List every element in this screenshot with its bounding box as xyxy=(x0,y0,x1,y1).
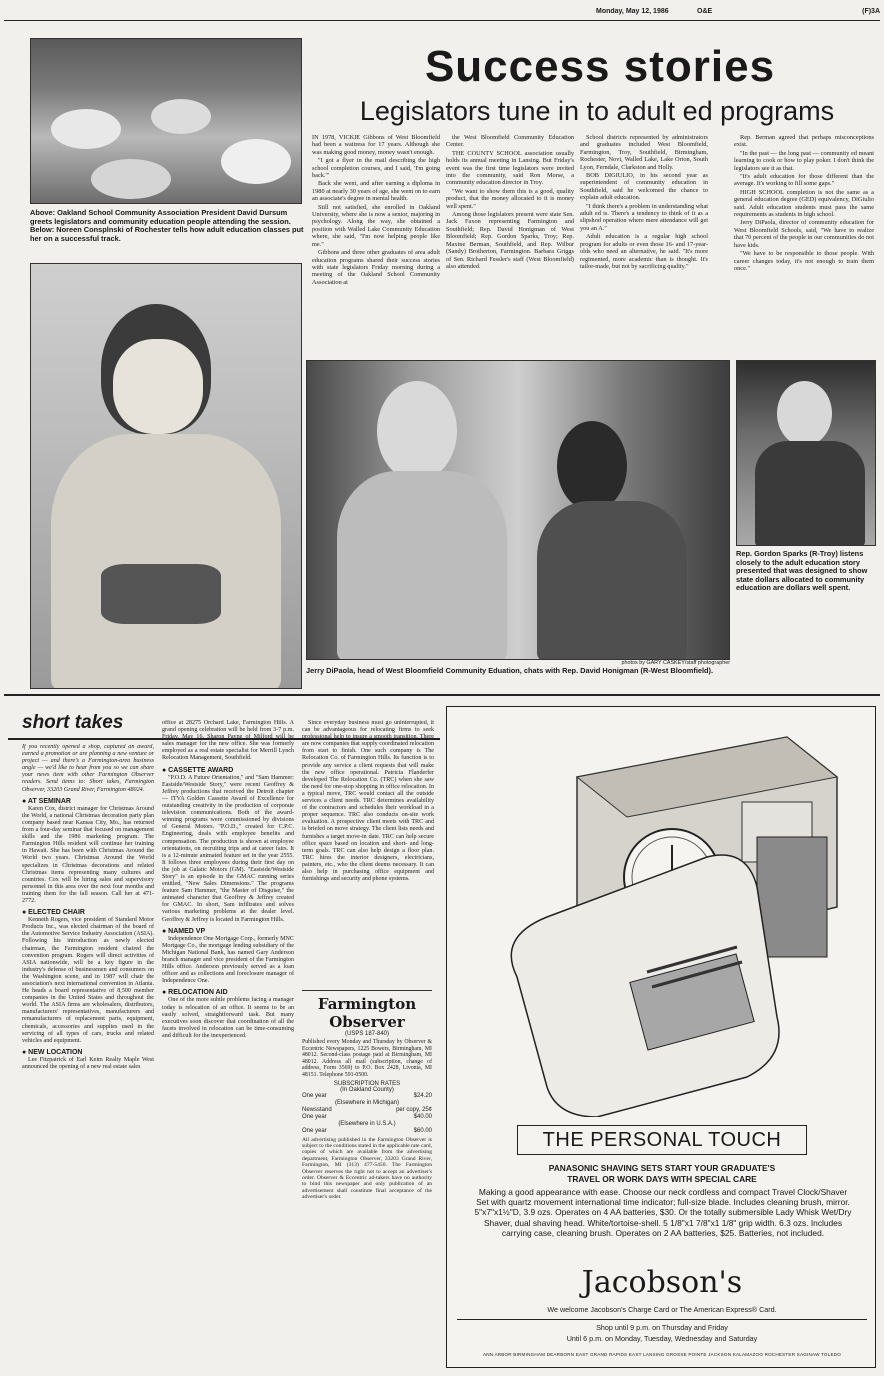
caption-sparks: Rep. Gordon Sparks (R-Troy) listens closely to the adult education story presented that was designed to show state dollars allocated to community education are dollars well spent. xyxy=(736,550,868,593)
section-body: "P.O.D. A Future Orientation," and "Sam Hammer: Eastside/Westside Story," were recent Geoffrey & Jeffrey productions that received the Detroit chapter — ITVA Golden Cassette Award of Excellence for outstanding creativity in the production of corporate television communications. Both of the award-winning programs were commissioned by divisions of General Motors. "P.O.D.," created for C.P.C. Engineering, deals with employee benefits and compensation. The production is shown at employee orientations, on recruiting trips and at career fairs. It is a 12-minute animated feature set in the year 2555. It follows three employees during their first day on the job at Galatic Motors (GM). "Eastside/Westside Story" is an episode in the GMAC running series entitled, "New Sales Dimensions." The programs feature Sam Hammer, "the Master of Disguise," the animated character that Geoffrey & Jeffrey created for GMAC. In short, Sam infiltrates and solves various marketing problems at the dealer level. Geoffrey & Jeffrey is located in Farmington Hills. xyxy=(162,774,294,923)
observer-body: Published every Monday and Thursday by Observer & Eccentric Newspapers, 1225 Bowers, Birmingham, MI 48012. Second-class postage paid at Birmingham, MI 48012. Address all mail (subscription, change of address, Form 3569) to P.O. Box 2428, Livonia, MI 48151. Telephone 591-0500. xyxy=(302,1039,432,1078)
caption-top-left: Above: Oakland School Community Association President David Dursum greets legislators and community education people attending the session. Below: Noreen Consplnski of Rochester tells how adult education classes put her on a successful track. xyxy=(30,209,304,243)
observer-box xyxy=(302,990,432,1372)
rate-price: per copy, 25¢ xyxy=(396,1106,432,1113)
section-body: Karen Cox, district manager for Christmas Around the World, a national Christmas decoration party plan company based near Kansas City, Mo., has returned from a four-day seminar that focused on management skills and the 1986 marketing program. The Farmington Hills resident will continue her training in Hawaii. She has been with Christmas Around the World two years. Christmas Around the World specializes in Christmas decorations and related Christmas items representing many cultures and countries. Cox will be hiring sales and supervisory personnel in this area over the next four months and training them for the fall season. Call her at 471-2772. xyxy=(22,805,154,904)
page-date: Monday, May 12, 1986 xyxy=(596,8,669,15)
section-body: office at 28275 Orchard Lake, Farmington Hills. A grand opening celebration will be held from 3-7 p.m. Friday, May 16. Sharon Payne of Milford will be sales manager for the new office. She was formerly employed as a real estate specialist for Merrill Lynch Relocation Management, Southfield. xyxy=(162,720,294,762)
article-paragraph: Jerry DiPaola, director of community education for West Bloomfield Schools, said, "We have to realize that 70 percent of the people in our communities do not have kids. xyxy=(734,219,874,249)
rate-label: (Elsewhere in U.S.A.) xyxy=(338,1120,396,1127)
main-photo xyxy=(306,360,730,660)
banquet-photo xyxy=(30,38,302,204)
article-paragraph: Adult education is a regular high school program for adults or even those 16- and 17-year-olds who need an alternative, he said. "It's more regimented, more academic than is thought. It's tailor-made, but not by sacrificing quality." xyxy=(580,233,708,270)
article-paragraph: IN 1978, VICKIE Gibbons of West Bloomfield had been a waitress for 17 years. Although she was making good money, money wasn't enough. xyxy=(312,134,440,156)
rate-row xyxy=(302,1128,432,1135)
article-paragraph: "We have to be responsible to those people. With career changes today, it's not enough to train them once." xyxy=(734,250,874,272)
ad-cards: We welcome Jacobson's Charge Card or The American Express® Card. xyxy=(547,1305,777,1314)
section-head: ● RELOCATION AID xyxy=(162,989,228,997)
rate-price: $40.00 xyxy=(413,1113,432,1120)
product-illustration xyxy=(457,717,867,1117)
article-paragraph: "In the past — the long past — community ed meant learning to cook or how to play poker. I don't think the legislators see it as that. xyxy=(734,149,874,172)
section-head: ● ELECTED CHAIR xyxy=(22,909,85,917)
article-paragraph: the West Bloomfield Community Education Center. xyxy=(446,134,574,149)
caption-main-photo: Jerry DiPaola, head of West Bloomfield Community Eduation, chats with Rep. David Honigman (R-West Bloomfield). xyxy=(306,667,714,675)
ad-body: Making a good appearance with ease. Choose our neck cordless and compact Travel Clock/Shaver Set with quartz movement international time indicator; full-size blade. Includes cleaning brush, mirror. 5"x7"x1½"D, 3.9 ozs. Operates on 4 AA batteries, $30. Or the totally submersible Lady Whisk Wet/Dry Shaver, dual shaving head. White/tortoise-shell. 5 1/8"x1 7/8"x1 1/8" grip width. 6.3 ozs. Includes carrying case, cleaning brush. Operates on 2 AA batteries, $25. Batteries, not included. xyxy=(474,1187,852,1238)
section-head: ● NEW LOCATION xyxy=(22,1048,83,1056)
ad-rule xyxy=(457,1319,867,1320)
article-column-4 xyxy=(734,134,874,356)
rate-label: Newsstand xyxy=(302,1106,332,1113)
section-head: ● NAMED VP xyxy=(162,927,206,935)
section-body: Kenneth Rogers, vice president of Standard Motor Products Inc., was elected chairman of the board of the Automotive Service Industry Association (ASIA). Following his introduction as newly elected chairman, the Farmington resident chaired the convention program. Rogers will direct activities of ASIA nationwide, will be a key figure in the industry's defense of businessmen and consumers on the Washington scene, and in 1987 will chair the association's next international convention in Atlanta. He heads a board representative of 8,500 member companies in the United States and throughout the world. The ASIA firms are wholesalers, distributors, manufacturers' representatives, manufacturers and remanufacturers of replacement parts, equipment, chemicals, accessories and supplies used in the servicing of all types of cars, trucks and related vehicles and equipment. xyxy=(22,917,154,1044)
observer-usps: (USPS 187-840) xyxy=(344,1031,390,1037)
article-paragraph: Still not satisfied, she enrolled in Oakland University, where she is now a senior, majoring in psychology. Along the way, she obtained a position with Walled Lake Community Education where, she said, "I'm now helping people like me." xyxy=(312,203,440,248)
article-paragraph: "We want to show them this is a good, quality product, that the money allocated to it is money well spent." xyxy=(446,187,574,210)
rate-price: $60.00 xyxy=(413,1127,432,1134)
observer-fine-print: All advertising published in the Farmington Observer is subject to the conditions stated in the applicable rate card, copies of which are available from the advertising department, Farmington Observer, 33203 Grand River, Farmington, MI (313) 477-5450. The Farmington Observer reserves the right not to accept an advertiser's order. Observer & Eccentric ad-takers have no authority to bind this newspaper and only publication of an advertisement shall constitute final acceptance of the advertiser's order. xyxy=(302,1136,432,1201)
article-paragraph: Among those legislators present were state Sen. Jack Faxon representing Farmington and Southfield; Rep. David Honigman of West Bloomfield; Rep. Gordon Sparks, Troy; Rep. Maxine Berman, Southfield, and Rep. Wilbur (Sandy) Brotherton, Farmington. Barbara Griggs of Sen. Richard Fessler's staff (West Bloomfield) also attended. xyxy=(446,211,574,270)
short-takes-column-3 xyxy=(302,720,434,986)
sparks-photo xyxy=(736,360,876,546)
ad-hours-1: Shop until 9 p.m. on Thursday and Friday xyxy=(596,1323,728,1332)
section-body: Independence One Mortgage Corp., formerly MNC Mortgage Co., the mortgage lending subsidiary of the Michigan National Bank, has named Gary Anderson branch manager and vice president of the Farmington Hills office. Anderson previously served as a loan officer and as collections and foreclosure manager of Independence One. xyxy=(162,935,294,985)
rate-label: (Elsewhere in Michigan) xyxy=(334,1099,400,1106)
rate-row xyxy=(302,1121,432,1128)
short-takes-column-1 xyxy=(22,744,154,1372)
masthead-rule xyxy=(4,20,880,21)
section-name: O&E xyxy=(697,8,713,15)
section-body: Lee Fitzpatrick of Earl Keim Realty Maple West announced the opening of a new real estate sales xyxy=(22,1056,154,1071)
ad-banner xyxy=(517,1125,807,1155)
article-paragraph: Rep. Berman agreed that perhaps misconceptions exist. xyxy=(734,134,874,149)
rates-table xyxy=(302,1093,432,1135)
observer-name-1: Farmington xyxy=(317,995,417,1013)
section-head: ● CASSETTE AWARD xyxy=(162,766,234,774)
shaver-clock-drawing xyxy=(457,717,867,1117)
rate-label: One year xyxy=(302,1113,327,1120)
section-body: Since everyday business must go uninterrupted, it can be advantageous for relocating firms to seek professional help to insure a smooth transition. There are now companies that supply coordinated relocation from start to finish. One such company is The Relocation Co. of Farmington Hills. Its function is to provide any service a client requests that will make the new office operational. Patricia Flanderfer developed The Relocation Co. (TRC) when she saw the need for one-stop shopping in office relocation. In a typical move, TRC would contact all the outside services a client needs. TRC determines availability of the contractors and schedules their workload in a proper sequence. TRC also conducts on-site work evaluation. A prospective client meets with TRC and is briefed on move strategy. The client lists needs and furnishes a target move-in date. TRC can help secure office space based on location and short- and long-term goals. TRC can also help design a floor plan. TRC hires the interior designers, electricians, painters, etc., who the client deems necessary. It can also help in purchasing office equipment and furnishings and security and phone systems. xyxy=(302,720,434,883)
article-paragraph: "I think there's a problem in understanding what adult ed is. There's a tendency to think of it as a slipshod operation where mere attendance will get you an A." xyxy=(580,202,708,232)
rate-row xyxy=(302,1093,432,1100)
rate-row xyxy=(302,1107,432,1114)
short-takes-intro: If you recently opened a shop, captured an award, earned a promotion or are planning a new venture or project — and there's a Farmington-area business angle — we'd like to hear from you so we can share your news item with other Farmington Observer readers. Send items to: Short takes, Farmington Observer, 33203 Grand River, Farmington 48024. xyxy=(22,744,154,793)
page-number: (F)3A xyxy=(862,8,880,15)
article-paragraph: "It's adult education for those different than the average. It's working to fill some gaps." xyxy=(734,173,874,188)
article-column-3 xyxy=(580,134,708,356)
article-paragraph: "I got a flyer in the mail describing the high school completion courses, and I said, 'I'm going back.'" xyxy=(312,157,440,180)
rate-row xyxy=(302,1114,432,1121)
article-paragraph: Gibbons and three other graduates of area adult education programs shared their success stories with state legislators Friday morning during a meeting of the Oakland School Community Association at xyxy=(312,249,440,286)
rate-label: One year xyxy=(302,1127,327,1134)
ad-headline-2: TRAVEL OR WORK DAYS WITH SPECIAL CARE xyxy=(567,1174,757,1184)
ad-headline-1: PANASONIC SHAVING SETS START YOUR GRADUATE'S xyxy=(548,1163,776,1173)
ad-hours-2: Until 6 p.m. on Monday, Tuesday, Wednesday and Saturday xyxy=(566,1334,758,1343)
ad-locations: ANN ARBOR BIRMINGHAM DEARBORN EAST GRAND RAPIDS EAST LANSING GROSSE POINTE JACKSON KALAMAZOO ROCHESTER SAGINAW TOLEDO xyxy=(482,1352,842,1357)
section-head: ● AT SEMINAR xyxy=(22,797,71,805)
section-divider xyxy=(4,694,880,696)
ad-banner-text: THE PERSONAL TOUCH xyxy=(542,1129,782,1151)
rates-sub: (In Oakland County) xyxy=(340,1086,394,1093)
article-paragraph: Back she went, and after earning a diploma in 1980 at nearly 30 years of age, she went on to earn an associate's degree in mental health. xyxy=(312,180,440,203)
store-logo: Jacobson's xyxy=(581,1265,743,1300)
speaker-photo xyxy=(30,263,302,689)
article-paragraph: School districts represented by administrators and graduates included West Bloomfield, Farmington, Troy, Southfield, Birmingham, Rochester, Novi, Walled Lake, Lake Orion, South Lyon, Ferndale, Clarkston and Holly. xyxy=(580,134,708,171)
article-paragraph: BOB DIGIULIO, in his second year as superintendent of community education in Southfield, said he welcomed the chance to explain adult education. xyxy=(580,172,708,202)
jacobsons-ad xyxy=(446,706,876,1368)
kicker-title: Success stories xyxy=(424,42,776,91)
photo-credit: photos by GARY CASKEY/staff photographer xyxy=(621,660,730,666)
rate-label: One year xyxy=(302,1092,327,1099)
rate-row xyxy=(302,1100,432,1107)
headline: Legislators tune in to adult ed programs xyxy=(359,96,835,126)
article-paragraph: THE COUNTY SCHOOL association usually holds its annual meeting in Lansing. But Friday's event was the first time legislators were invited into the community, said Ron Morse, a community education director in Troy. xyxy=(446,149,574,187)
rate-price: $24.20 xyxy=(413,1092,432,1099)
rates-head: SUBSCRIPTION RATES xyxy=(333,1080,401,1087)
short-takes-title: short takes xyxy=(22,712,124,733)
short-takes-column-2 xyxy=(162,720,294,1372)
article-column-1 xyxy=(312,134,440,356)
observer-name-2: Observer xyxy=(329,1013,405,1031)
article-paragraph: HIGH SCHOOL completion is not the same as a general education degree (GED) equivalency, DiGiulio said. Adult education students must pass the same requirements as students in high school. xyxy=(734,188,874,219)
article-column-2 xyxy=(446,134,574,356)
section-body: One of the more subtle problems facing a manager today is relocation of an office. It seems to be an easily solved, straightforward task. But many executives soon discover that coordination of all the facets involved in relocation can be time-consuming and difficult for the inexperienced. xyxy=(162,997,294,1039)
